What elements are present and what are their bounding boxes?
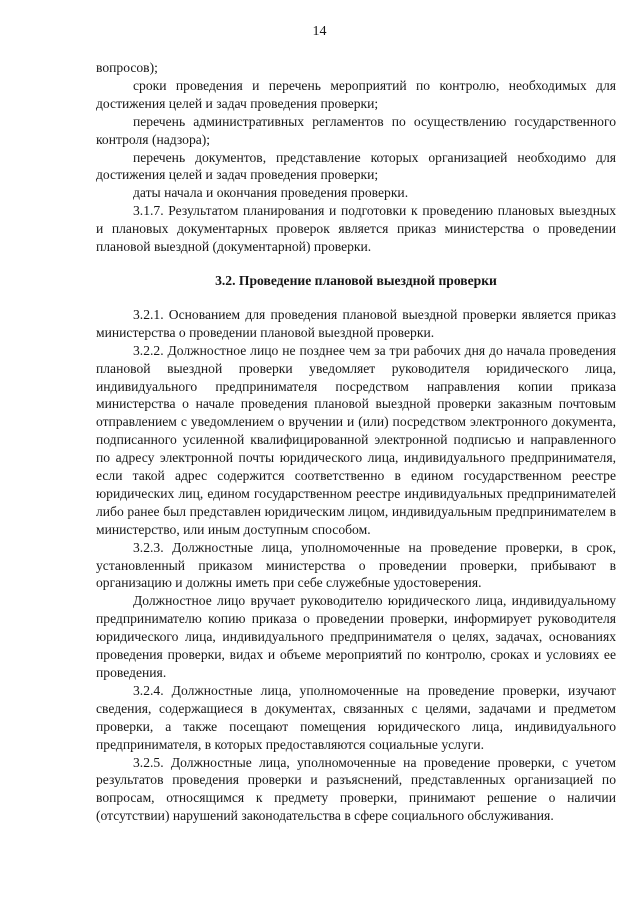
document-body [96, 59, 616, 825]
paragraph-list-item: перечень документов, представление которых организацией необходимо для достижения целей и задач проведения проверки; [96, 149, 616, 183]
paragraph-list-item: перечень административных регламентов по осуществлению государственного контроля (надзора); [96, 113, 616, 147]
paragraph-clause: 3.2.1. Основанием для проведения плановой выездной проверки является приказ министерства о проведении плановой выездной проверки. [96, 306, 616, 340]
paragraph-clause: 3.1.7. Результатом планирования и подготовки к проведению плановых выездных и плановых документарных проверок является приказ министерства о проведении плановой выездной (документарной) проверки. [96, 203, 616, 255]
paragraph-list-item: даты начала и окончания проведения проверки. [133, 185, 409, 201]
section-heading: 3.2. Проведение плановой выездной проверки [215, 272, 497, 288]
paragraph-list-item: сроки проведения и перечень мероприятий по контролю, необходимых для достижения целей и задач проведения проверки; [96, 77, 616, 111]
paragraph-clause: 3.2.2. Должностное лицо не позднее чем за три рабочих дня до начала проведения плановой выездной проверки уведомляет руководителя юридического лица, индивидуального предпринимателя посредством направления копии приказа министерства о начале проведения плановой выездной проверки заказным почтовым отправлением с уведомлением о вручении и (или) посредством электронного документа, подписанного усиленной квалифицированной электронной подписью и направленного по адресу электронной почты юридического лица, индивидуального предпринимателя, если такой адрес содержится соответственно в едином государственном реестре юридических лиц, едином государственном реестре индивидуальных предпринимателей либо ранее был представлен юридическим лицом, индивидуальным предпринимателем в министерство, или иным доступным способом. [96, 342, 616, 537]
paragraph-clause: 3.2.4. Должностные лица, уполномоченные на проведение проверки, изучают сведения, содержащиеся в документах, связанных с целями, задачами и предметом проверки, а также посещают помещения юридического лица, индивидуального предпринимателя, в которых предоставляются социальные услуги. [96, 682, 616, 752]
paragraph-continuation: вопросов); [96, 60, 158, 75]
paragraph-clause: Должностное лицо вручает руководителю юридического лица, индивидуальному предпринимателю копию приказа о проведении проверки, информирует руководителя юридического лица, индивидуального предпринимателя о целях, задачах, основаниях проведения проверки, видах и объеме мероприятий по контролю, сроках и условиях ее проведения. [96, 593, 616, 680]
paragraph-clause: 3.2.3. Должностные лица, уполномоченные на проведение проверки, в срок, установленный приказом министерства о проведении проверки, прибывают в организацию и должны иметь при себе служебные удостоверения. [96, 539, 616, 591]
paragraph-clause: 3.2.5. Должностные лица, уполномоченные на проведение проверки, с учетом результатов проведения проверки и разъяснений, представленных организацией по вопросам, относящимся к предмету проверки, принимают решение о наличии (отсутствии) нарушений законодательства в сфере социального обслуживания. [96, 754, 616, 824]
page-number: 14 [312, 24, 327, 39]
